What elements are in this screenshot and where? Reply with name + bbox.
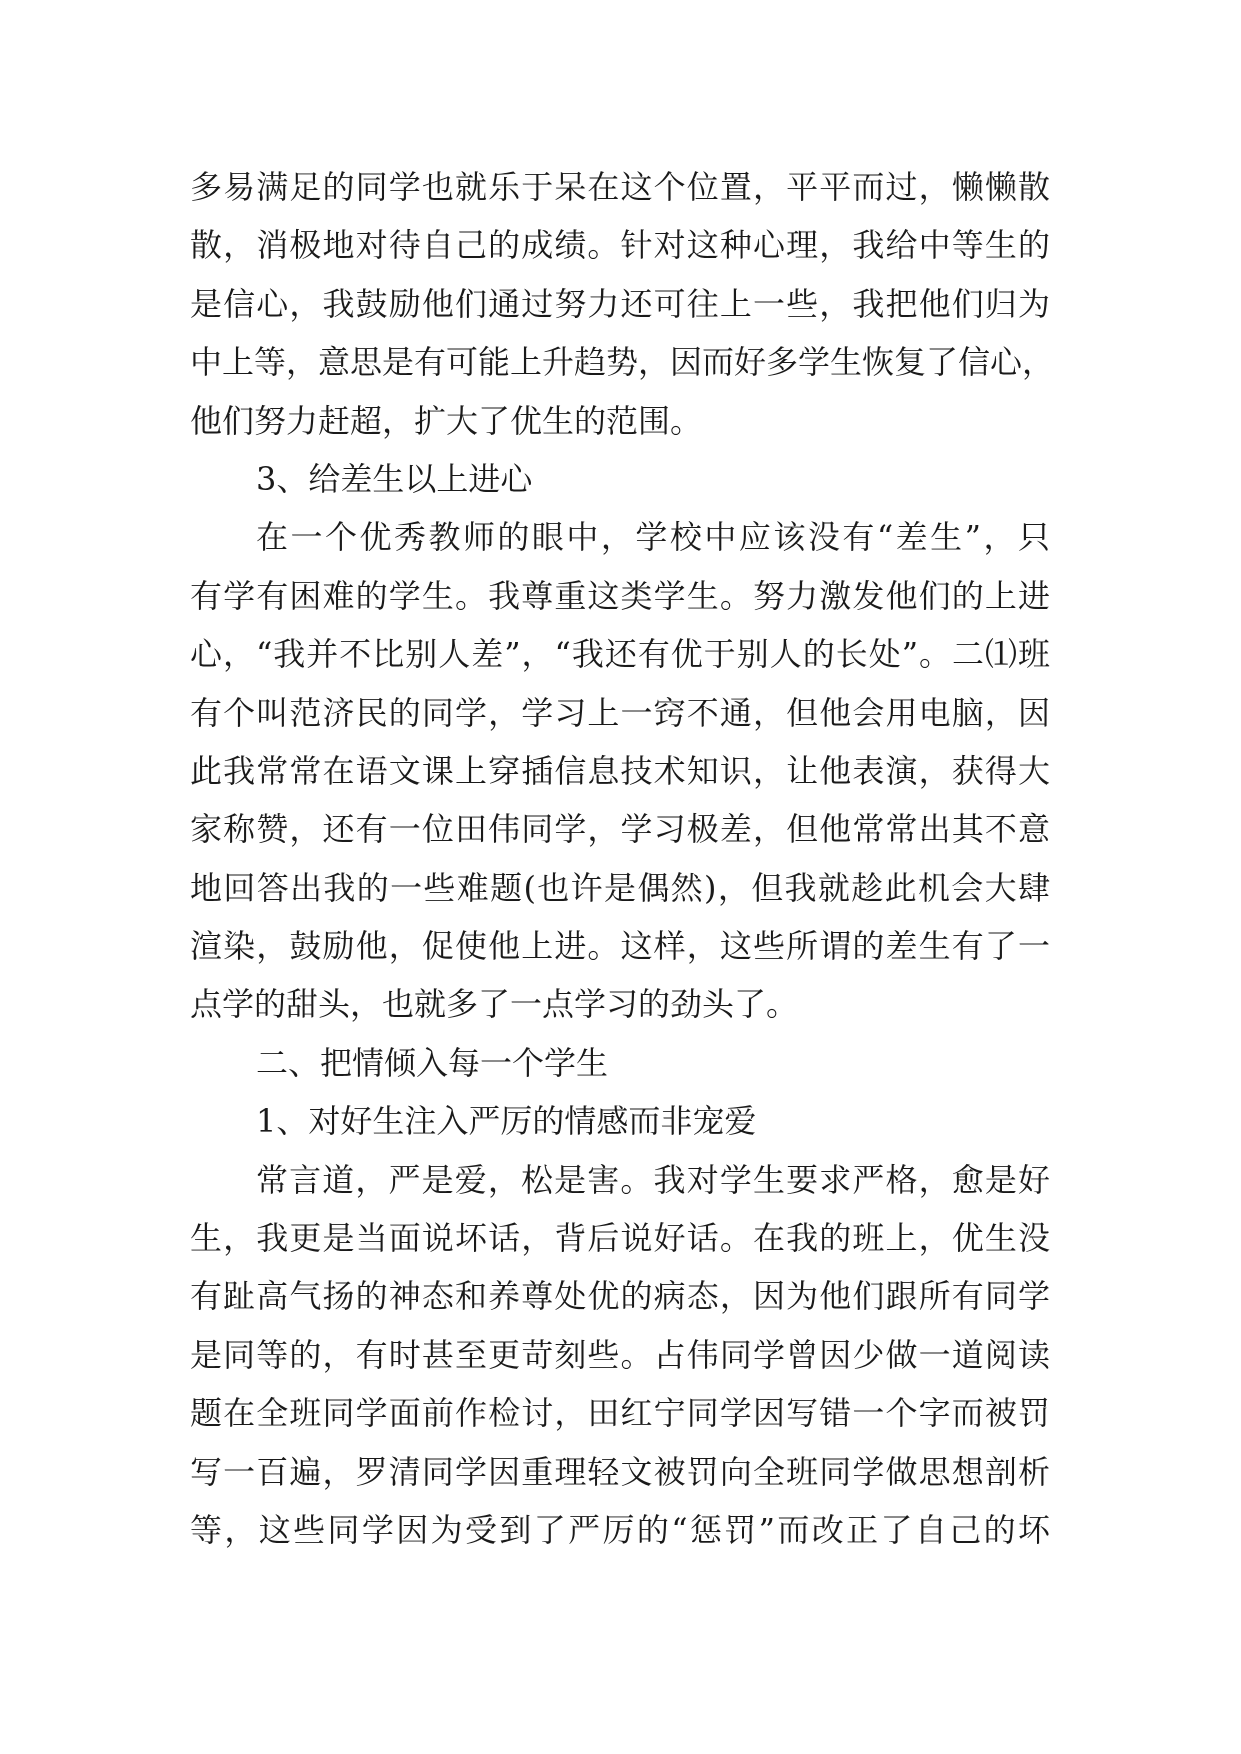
text-line: 有个叫范济民的同学，学习上一窍不通，但他会用电脑，因 (190, 693, 1050, 732)
text-line: 二、把情倾入每一个学生 (256, 1043, 609, 1082)
text-line: 等，这些同学因为受到了严厉的“惩罚”而改正了自己的坏 (190, 1510, 1050, 1549)
text-line: 是同等的，有时甚至更苛刻些。占伟同学曾因少做一道阅读 (190, 1335, 1050, 1374)
text-line: 中上等，意思是有可能上升趋势，因而好多学生恢复了信心， (190, 343, 1055, 382)
text-line: 心，“我并不比别人差”，“我还有优于别人的长处”。二⑴班 (190, 635, 1050, 674)
text-line: 他们努力赶超，扩大了优生的范围。 (190, 401, 703, 440)
text-line: 生，我更是当面说坏话，背后说好话。在我的班上，优生没 (190, 1219, 1050, 1258)
text-line: 题在全班同学面前作检讨，田红宁同学因写错一个字而被罚 (190, 1394, 1050, 1433)
text-line: 常言道，严是爱，松是害。我对学生要求严格，愈是好 (256, 1160, 1050, 1199)
text-line: 家称赞，还有一位田伟同学，学习极差，但他常常出其不意 (190, 810, 1050, 849)
text-line: 是信心，我鼓励他们通过努力还可往上一些，我把他们归为 (190, 284, 1050, 323)
text-line: 多易满足的同学也就乐于呆在这个位置，平平而过，懒懒散 (190, 168, 1050, 206)
document-body (190, 158, 1055, 1559)
text-line: 此我常常在语文课上穿插信息技术知识，让他表演，获得大 (190, 751, 1050, 790)
text-line: 有趾高气扬的神态和养尊处优的病态，因为他们跟所有同学 (190, 1277, 1050, 1316)
text-line: 在一个优秀教师的眼中，学校中应该没有“差生”，只 (256, 518, 1050, 557)
text-line: 3、给差生以上进心 (256, 459, 533, 498)
text-line: 有学有困难的学生。我尊重这类学生。努力激发他们的上进 (190, 576, 1050, 615)
text-line: 散，消极地对待自己的成绩。针对这种心理，我给中等生的 (190, 226, 1050, 265)
text-line: 1、对好生注入严厉的情感而非宠爱 (256, 1102, 757, 1141)
text-line: 写一百遍，罗清同学因重理轻文被罚向全班同学做思想剖析 (190, 1452, 1050, 1491)
text-line: 渲染，鼓励他，促使他上进。这样，这些所谓的差生有了一 (190, 927, 1050, 966)
text-line: 地回答出我的一些难题(也许是偶然)，但我就趁此机会大肆 (190, 868, 1050, 907)
text-line: 点学的甜头，也就多了一点学习的劲头了。 (190, 985, 799, 1024)
